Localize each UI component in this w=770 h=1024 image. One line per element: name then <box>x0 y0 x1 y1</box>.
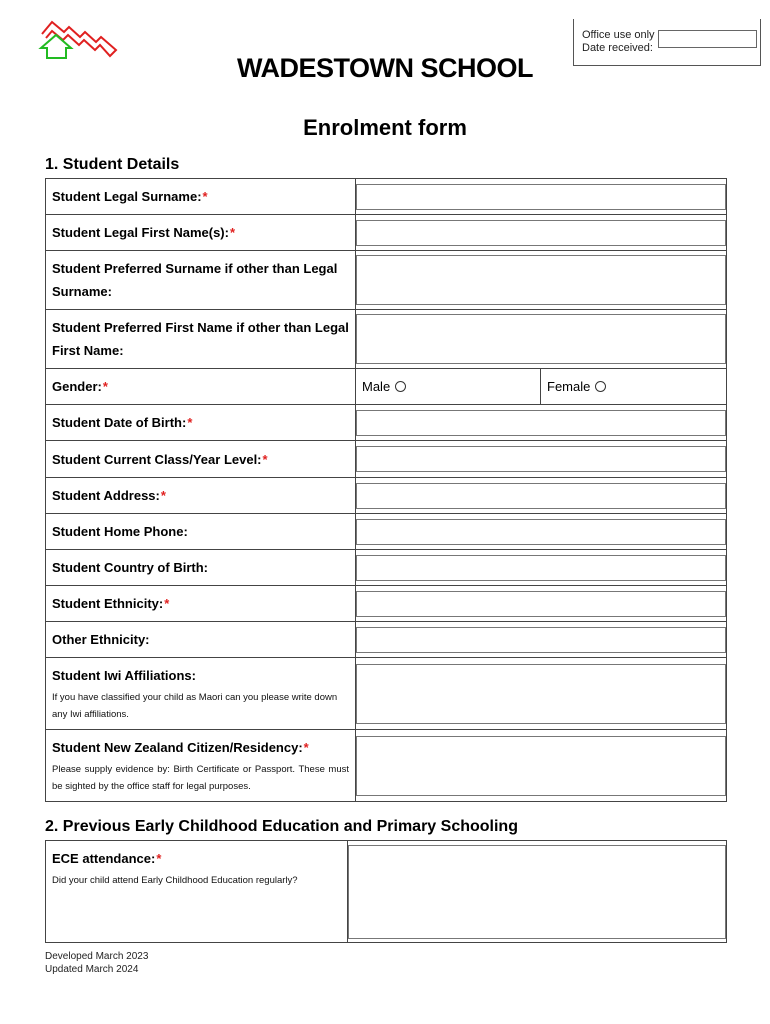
previous-education-table <box>45 840 727 943</box>
other-ethnicity-label: Other Ethnicity: <box>46 622 356 658</box>
table-row <box>46 514 727 550</box>
iwi-affiliations-input[interactable] <box>356 664 726 724</box>
date-of-birth-input[interactable] <box>356 410 726 436</box>
home-phone-label: Student Home Phone: <box>46 514 356 550</box>
iwi-affiliations-label: Student Iwi Affiliations: If you have classified your child as Maori can you please write down any Iwi affiliations. <box>46 658 356 730</box>
table-row <box>46 622 727 658</box>
gender-option-male[interactable]: Male <box>356 369 541 405</box>
table-row <box>46 841 727 943</box>
table-row <box>46 478 727 514</box>
form-title: Enrolment form <box>303 115 467 140</box>
other-ethnicity-input[interactable] <box>356 627 726 653</box>
citizenship-input[interactable] <box>356 736 726 796</box>
table-row <box>46 405 727 441</box>
home-phone-input[interactable] <box>356 519 726 545</box>
preferred-surname-label: Student Preferred Surname if other than Legal Surname: <box>46 251 356 310</box>
female-radio-icon[interactable] <box>595 381 606 392</box>
male-radio-icon[interactable] <box>395 381 406 392</box>
table-row <box>46 179 727 215</box>
school-name: WADESTOWN SCHOOL <box>236 53 533 83</box>
citizenship-label: Student New Zealand Citizen/Residency:* Please supply evidence by: Birth Certificate or Passport. These must be sighted by the office staff for legal purposes. <box>46 730 356 802</box>
preferred-first-name-label: Student Preferred First Name if other than Legal First Name: <box>46 310 356 369</box>
gender-label: Gender:* <box>46 369 356 405</box>
table-row <box>46 215 727 251</box>
legal-first-name-label: Student Legal First Name(s):* <box>46 215 356 251</box>
country-of-birth-label: Student Country of Birth: <box>46 550 356 586</box>
legal-surname-input[interactable] <box>356 184 726 210</box>
table-row <box>46 251 727 310</box>
student-details-table <box>45 178 727 802</box>
gender-option-female[interactable]: Female <box>541 369 727 405</box>
section-heading-student-details: 1. Student Details <box>45 156 180 173</box>
footer-updated: Updated March 2024 <box>45 964 139 975</box>
table-row <box>46 658 727 730</box>
address-input[interactable] <box>356 483 726 509</box>
country-of-birth-input[interactable] <box>356 555 726 581</box>
table-row <box>46 730 727 802</box>
footer-developed: Developed March 2023 <box>45 951 149 962</box>
section-heading-previous-education: 2. Previous Early Childhood Education and Primary Schooling <box>45 818 518 835</box>
date-received-label: Date received: <box>582 42 653 54</box>
class-year-level-input[interactable] <box>356 446 726 472</box>
date-received-input[interactable] <box>658 30 757 48</box>
class-year-level-label: Student Current Class/Year Level:* <box>46 441 356 478</box>
ethnicity-input[interactable] <box>356 591 726 617</box>
table-row <box>46 586 727 622</box>
table-row <box>46 441 727 478</box>
ethnicity-label: Student Ethnicity:* <box>46 586 356 622</box>
legal-first-name-input[interactable] <box>356 220 726 246</box>
office-use-label: Office use only <box>582 29 655 41</box>
legal-surname-label: Student Legal Surname:* <box>46 179 356 215</box>
table-row <box>46 310 727 369</box>
address-label: Student Address:* <box>46 478 356 514</box>
date-of-birth-label: Student Date of Birth:* <box>46 405 356 441</box>
preferred-surname-input[interactable] <box>356 255 726 305</box>
table-row <box>46 550 727 586</box>
ece-attendance-label: ECE attendance:* Did your child attend Early Childhood Education regularly? <box>46 841 348 943</box>
preferred-first-name-input[interactable] <box>356 314 726 364</box>
ece-attendance-input[interactable] <box>348 845 726 939</box>
table-row <box>46 369 727 405</box>
